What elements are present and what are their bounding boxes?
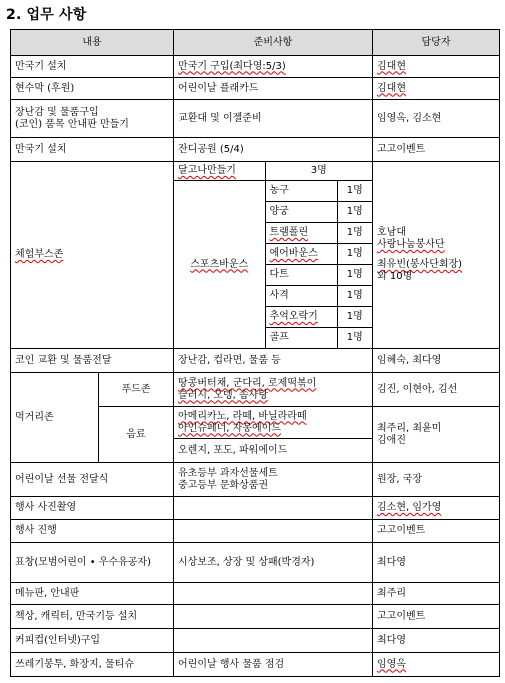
prep-line: 중고등부 문화상품권 bbox=[178, 479, 269, 491]
table-row bbox=[11, 56, 500, 78]
sports-name-text: 에어바운스 bbox=[269, 248, 318, 259]
row-prep bbox=[174, 520, 373, 543]
sports-name bbox=[265, 307, 337, 328]
prep-text: 만국기 구입(최다영:5/3) bbox=[178, 60, 286, 72]
table-row bbox=[11, 78, 500, 100]
task-table bbox=[10, 29, 500, 677]
row-content: 행사 진행 bbox=[11, 520, 174, 543]
booth-owner bbox=[373, 162, 500, 349]
sports-count: 1명 bbox=[337, 286, 372, 307]
table-row bbox=[11, 605, 500, 629]
table-row bbox=[11, 583, 500, 605]
sports-count: 1명 bbox=[337, 244, 372, 265]
header-content: 내용 bbox=[11, 30, 174, 56]
prep-line: 땅콩버터채, 군다리, 로제떡볶이 bbox=[178, 377, 317, 389]
drink-prep: 오렌지, 포도, 파워에이드 bbox=[174, 439, 373, 463]
row-content: 메뉴판, 안내판 bbox=[11, 583, 174, 605]
row-prep bbox=[174, 583, 373, 605]
row-content: 어린이날 선물 전달식 bbox=[11, 463, 174, 497]
owner-text: 김대현 bbox=[377, 82, 406, 94]
row-owner: 원장, 국장 bbox=[373, 463, 500, 497]
foodzone-prep bbox=[174, 373, 373, 407]
sports-name-text: 트램폴린 bbox=[269, 227, 309, 238]
row-owner bbox=[373, 78, 500, 100]
table-row bbox=[11, 349, 500, 373]
sports-count: 1명 bbox=[337, 265, 372, 286]
prep-line: 유초등부 과자선물세트 bbox=[178, 467, 278, 479]
food-content: 먹거리존 bbox=[11, 373, 99, 463]
owner-line-text: 최유빈(봉사단회장) bbox=[377, 259, 463, 270]
foodzone-row bbox=[11, 373, 500, 407]
table-row bbox=[11, 463, 500, 497]
row-owner: 고고이벤트 bbox=[373, 520, 500, 543]
table-row bbox=[11, 520, 500, 543]
table-header-row bbox=[11, 30, 500, 56]
row-content: 쓰레기봉투, 화장지, 물티슈 bbox=[11, 653, 174, 677]
booth-inner-table bbox=[174, 162, 372, 348]
row-owner bbox=[373, 56, 500, 78]
row-content: 표창(모범어린이 • 우수유공자) bbox=[11, 543, 174, 583]
sports-name-text: 추억오락기 bbox=[269, 311, 318, 322]
row-content: 만국기 설치 bbox=[11, 56, 174, 78]
owner-text: 김대현 bbox=[377, 60, 406, 72]
row-prep: 교환대 및 이젤준비 bbox=[174, 100, 373, 138]
prep-line: 아인슈페너, 자몽에이드 bbox=[178, 422, 281, 434]
row-owner bbox=[373, 653, 500, 677]
drink-owner bbox=[373, 407, 500, 463]
row-prep: 어린이날 플래카드 bbox=[174, 78, 373, 100]
sports-name: 골프 bbox=[265, 328, 337, 349]
dalgona-label bbox=[174, 162, 265, 181]
owner-line bbox=[377, 259, 495, 271]
owner-line: 호남대 bbox=[377, 227, 406, 238]
dalgona-count: 3명 bbox=[265, 162, 372, 181]
table-row bbox=[11, 653, 500, 677]
sports-count: 1명 bbox=[337, 307, 372, 328]
header-owner: 담당자 bbox=[373, 30, 500, 56]
booth-dalgona-row bbox=[174, 162, 372, 181]
row-prep: 잔디공원 (5/4) bbox=[174, 138, 373, 162]
sports-name: 양궁 bbox=[265, 202, 337, 223]
row-content: 책상, 캐릭터, 만국기등 설치 bbox=[11, 605, 174, 629]
owner-line bbox=[377, 239, 495, 251]
row-prep bbox=[174, 629, 373, 653]
owner-line: 외 10명 bbox=[377, 271, 413, 282]
row-owner: 임영옥, 김소현 bbox=[373, 100, 500, 138]
table-row bbox=[11, 629, 500, 653]
row-content: 코인 교환 및 물품전달 bbox=[11, 349, 174, 373]
row-owner: 최다영 bbox=[373, 629, 500, 653]
content-line: (코인) 품목 안내판 만들기 bbox=[15, 118, 129, 130]
table-row bbox=[11, 138, 500, 162]
row-prep: 시상보조, 상장 및 상패(박경자) bbox=[174, 543, 373, 583]
sports-name bbox=[265, 223, 337, 244]
row-owner: 최다영 bbox=[373, 543, 500, 583]
owner-text: 임영옥 bbox=[377, 658, 406, 670]
row-content: 현수막 (후원) bbox=[11, 78, 174, 100]
drink-label: 음료 bbox=[99, 407, 174, 463]
prep-line: 슬러시, 오뎅, 솜사탕 bbox=[178, 389, 268, 401]
sports-count: 1명 bbox=[337, 181, 372, 202]
sports-name: 사격 bbox=[265, 286, 337, 307]
content-line: 장난감 및 물품구입 bbox=[15, 106, 99, 118]
row-prep: 어린이날 행사 물품 점검 bbox=[174, 653, 373, 677]
row-owner: 고고이벤트 bbox=[373, 605, 500, 629]
owner-line: 최주리, 최윤미 bbox=[377, 422, 442, 434]
owner-line: 김애진 bbox=[377, 434, 406, 446]
sports-label-text: 스포츠바운스 bbox=[190, 258, 249, 270]
row-prep bbox=[174, 497, 373, 520]
booth-row bbox=[11, 162, 500, 349]
row-content: 커피컵(인터넷)구입 bbox=[11, 629, 174, 653]
foodzone-owner: 김진, 이현아, 김선 bbox=[373, 373, 500, 407]
sports-count: 1명 bbox=[337, 202, 372, 223]
row-owner: 최주리 bbox=[373, 583, 500, 605]
table-row bbox=[11, 543, 500, 583]
dalgona-text: 달고나만들기 bbox=[178, 165, 236, 176]
row-prep bbox=[174, 56, 373, 78]
drink-prep bbox=[174, 407, 373, 439]
table-row bbox=[11, 497, 500, 520]
sports-name: 농구 bbox=[265, 181, 337, 202]
row-owner bbox=[373, 497, 500, 520]
owner-text: 김소현, 임가영 bbox=[377, 502, 442, 513]
sports-label bbox=[174, 181, 265, 349]
row-owner: 고고이벤트 bbox=[373, 138, 500, 162]
owner-line-text: 사랑나눔봉사단 bbox=[377, 239, 445, 250]
table-row bbox=[11, 100, 500, 138]
row-content bbox=[11, 100, 174, 138]
row-prep bbox=[174, 605, 373, 629]
sports-count: 1명 bbox=[337, 223, 372, 244]
sports-count: 1명 bbox=[337, 328, 372, 349]
sports-name: 다트 bbox=[265, 265, 337, 286]
booth-label: 체험부스존 bbox=[15, 249, 64, 260]
row-prep bbox=[174, 463, 373, 497]
booth-content bbox=[11, 162, 174, 349]
row-content: 만국기 설치 bbox=[11, 138, 174, 162]
booth-prep-cell bbox=[174, 162, 373, 349]
row-owner: 임혜숙, 최다영 bbox=[373, 349, 500, 373]
foodzone-label: 푸드존 bbox=[99, 373, 174, 407]
row-prep: 장난감, 컵라면, 물품 등 bbox=[174, 349, 373, 373]
sports-name bbox=[265, 244, 337, 265]
row-content: 행사 사진촬영 bbox=[11, 497, 174, 520]
header-prep: 준비사항 bbox=[174, 30, 373, 56]
sports-row bbox=[174, 181, 372, 202]
section-title: 2. 업무 사항 bbox=[6, 7, 87, 23]
prep-line: 아메리카노, 라떼, 바닐라라떼 bbox=[178, 410, 307, 422]
